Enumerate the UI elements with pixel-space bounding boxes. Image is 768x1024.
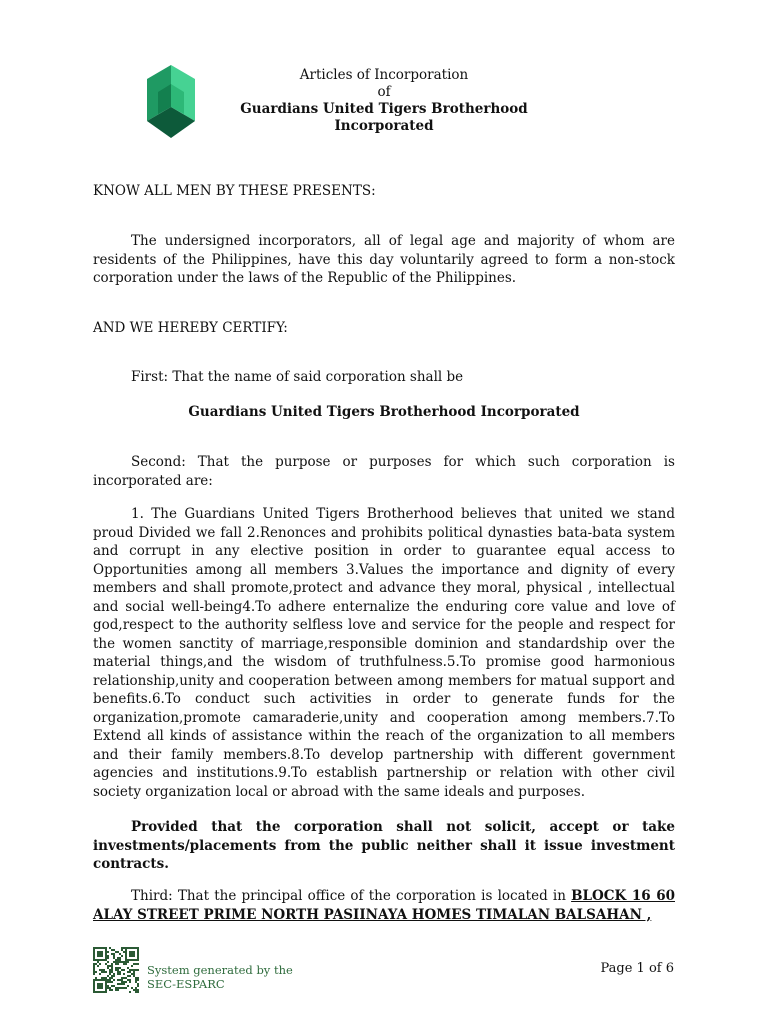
corporation-name: Guardians United Tigers Brotherhood Incorporated (188, 404, 580, 420)
intro-paragraph: The undersigned incorporators, all of legal age and majority of whom are residents of the Philippines, have this day voluntarily agreed to form a non-stock corporation under the laws of the Republic of the Philippines. (93, 233, 675, 286)
purposes-paragraph: 1. The Guardians United Tigers Brotherhood believes that united we stand proud Divided we fall 2.Renonces and prohibits political dynasties bata-bata system and corrupt in any elective position in order to guarantee equal access to Opportunities among all members 3.Values the importance and dignity of every members and shall promote,protect and advance they moral, physical , intellectual and social well-being4.To adhere enternalize the enduring core value and love of god,respect to the authority selfless love and service for the people and respect for the women sanctity of marriage,responsible dominion and standardship over the material things,and the wisdom of truthfulness.5.To promise good harmonious relationship,unity and cooperation between among members for matual support and benefits.6.To conduct such activities in order to generate funds for the organization,promote camaraderie,unity and cooperation among members.7.To Extend all kinds of assistance within the reach of the organization to all members and their family members.8.To develop partnership with different government agencies and institutions.9.To establish partnership or relation with other civil society organization local or abroad with the same ideals and purposes. (93, 506, 675, 800)
header-corp-name: Guardians United Tigers Brotherhood (240, 101, 528, 117)
header-title: Articles of Incorporation (299, 67, 469, 83)
know-all-heading: KNOW ALL MEN BY THESE PRESENTS: (93, 183, 376, 199)
principal-office-address: BLOCK 16 60 ALAY STREET PRIME NORTH PASIINAYA HOMES TIMALAN BALSAHAN , (93, 888, 675, 923)
document-header (0, 67, 768, 135)
system-line-1: System generated by the (147, 963, 293, 977)
header-of: of (377, 84, 391, 100)
third-article-text: Third: That the principal office of the corporation is located in (131, 888, 572, 904)
page-number: Page 1 of 6 (600, 961, 674, 976)
first-article: First: That the name of said corporation shall be (131, 369, 464, 385)
third-article (93, 887, 675, 924)
header-corp-suffix: Incorporated (334, 118, 434, 134)
second-article: Second: That the purpose or purposes for which such corporation is incorporated are: (93, 454, 675, 489)
qr-code-icon (93, 947, 139, 993)
system-line-2: SEC-ESPARC (147, 977, 225, 991)
system-generated-note (147, 963, 293, 991)
provided-clause: Provided that the corporation shall not solicit, accept or take investments/placements from the public neither shall it issue investment contracts. (93, 819, 675, 872)
certify-heading: AND WE HEREBY CERTIFY: (93, 320, 288, 336)
